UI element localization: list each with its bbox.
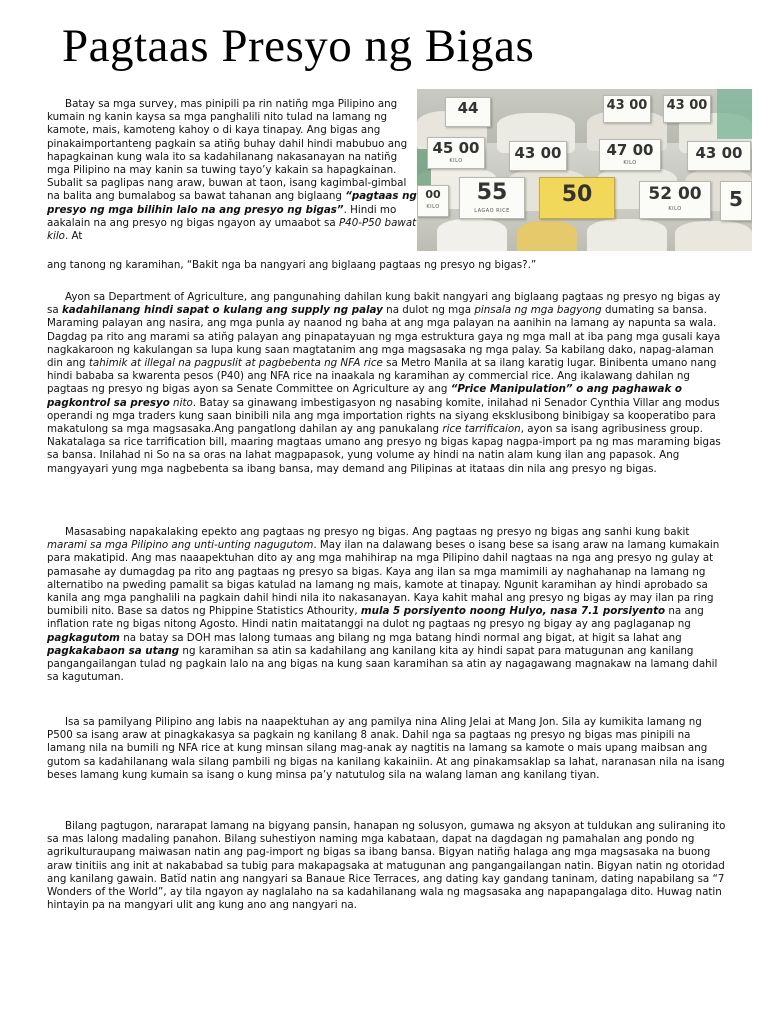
price-tag: 5: [720, 181, 752, 221]
paragraph-5: Bilang pagtugon, nararapat lamang na bigyang pansin, hanapan ng solusyon, gumawa ng aksyon at tuldukan ang suliraning ito sa mas lalong madaling panahon. Bilang suhestiyon naming mga kabataan, dapat na dagdagan ng pamahalan ang pondo ng agrikulturaupang maiwasan natin ang pag-import ng bigas sa ibang bansa. Bigyan natin̆g halaga ang mga magsasaka na buong araw tinitiis ang init at nakababad sa tubig para makapagsaka at matugunan ang pangangailangan natin. Bigyan natin ng otoridad ang kanilang gawain. Batĭd natin ang nangyari sa Banaue Rice Terraces, ang dating kay gandang taninam, dating napabilang sa “7 Wonders of the World”, ay tila ngayon ay naglalaho na sa kadahilanang wala ng magsasaka ang napapangalaga dito. Huwag natin hintayin pa na mangyari ulit ang kung ano ang nangyari na.: [47, 820, 726, 912]
price-tag: 43 00: [603, 95, 651, 123]
price-tag: 47 00 KILO: [599, 139, 661, 171]
page-title: Pagtaas Presyo ng Bigas: [62, 20, 535, 72]
price-tag: 43 00: [509, 141, 567, 171]
price-tag: 52 00 KILO: [639, 181, 711, 219]
price-tag: 50: [539, 177, 615, 219]
paragraph-1: Batay sa mga survey, mas pinipili pa rin natin̆g mga Pilipino ang kumain ng kanin kaysa sa mga panghalili nito tulad na lamang ng kamote, mais, kamoteng kahoy o di kaya tinapay. Ang bigas ang pinakaimportanteng pagkain sa atin̆g buhay dahil hindi mabubuo ang hapagkainan kung wala ito sa kadahilanang nakasanayan na natin̆g mga Pilipino na may kanin sa tuwing tayo’y kakain sa hapagkainan. Subalit sa paglipas nang araw, buwan at taon, isang kagimbal-gimbal na balita ang bumalabog sa bawat tahanan ang biglaang “pagtaas ng presyo ng mga bilihin lalo na ang presyo ng bigas”. Hindi mo aakalain na ang presyo ng bigas ngayon ay umaabot sa P40-P50 bawat kilo. At: [47, 98, 417, 243]
paragraph-4: Isa sa pamilyang Pilipino ang labis na naapektuhan ay ang pamilya nina Aling Jelai at Mang Jon. Sila ay kumikita lamang ng P500 sa isang araw at pinagkakasya sa pagkain ng kanilang 8 anak. Dahil nga sa pagtaas ng presyo ng bigas mas pinipili na lamang nila na bumili ng NFA rice at kung minsan silang mag-anak ay nagtitis na lamang sa kamote o mais upang maibsan ang gutom sa kadahilanang wala silang pambili ng bigas na kanilang kakainiin. At ang pinakamsaklap sa lahat, naranasan nila na isang beses lamang kung kumain sa isang o kung minsa pa’y natutulog sila na walang laman ang kanilang tiyan.: [47, 716, 725, 781]
price-tag: 43 00: [687, 141, 751, 171]
paragraph-1-tail: ang tanong ng karamihan, “Bakit nga ba nangyari ang biglaang pagtaas ng presyo ng bigas?.”: [47, 259, 537, 271]
price-tag: 00 KILO: [417, 185, 449, 217]
price-tag: 43 00: [663, 95, 711, 123]
rice-price-photo: [417, 89, 752, 251]
price-tag: 55 LAGAO RICE: [459, 177, 525, 219]
paragraph-2: Ayon sa Department of Agriculture, ang pangunahing dahilan kung bakit nangyari ang biglaang pagtaas ng presyo ng bigas ay sa kadahilanang hindi sapat o kulang ang supply ng palay na dulot ng mga pinsala ng mga bagyong dumating sa bansa. Maraming palayan ang nasira, ang mga punla ay naanod ng baha at ang mga palayan na aanihin na lamang ay napunta sa wala. Dagdag pa rito ang marami sa atin̆g palayan ang pinapatayuan ng mga estruktura gaya ng mga mall at iba pang mga gusali kaya nagkakaroon ng kakulangan sa lupa kung saan magtatanim ang mga magsasaka ng mga palay. Sa kabilang dako, napag-alaman din ang tahimik at illegal na pagpuslit at pagbebenta ng NFA rice sa Metro Manila at sa ilang karatig lugar. Binibenta umano nang hindi bababa sa kwarenta pesos (P40) ang NFA rice na inaakala ng karamihan ay commercial rice. Ang ikalawang dahilan ng pagtaas ng presyo ng bigas ayon sa Senate Committee on Agriculture ay ang “Price Manipulation” o ang paghawak o pagkontrol sa presyo nito. Batay sa ginawang imbestigasyon ng nasabing komite, inilahad ni Senador Cynthia Villar ang modus operandi ng mga traders kung saan binibili nila ang mga importation rights na siyang eksklusibong binibigay sa kooperatibo para makatulong sa mga magsasaka.Ang pangatlong dahilan ay ang panukalang rice tarrificaion, ayon sa isang agribusiness group. Nakatalaga sa rice tarrification bill, maaring magtaas umano ang presyo ng bigas kapag nagpa-import pa ng mas maraming bigas sa bansa. Inilahad ni So na sa oras na lahat magpapasok, yung volume ay hindi na natin alam kung ilan ang papasok. Ang mangyayari yung mga nagbebenta sa ibang bansa, may demand ang Pilipinas at itataas din nila ang presyo ng bigas.: [47, 291, 721, 475]
price-tag: 45 00 KILO: [427, 137, 485, 169]
paragraph-3: Masasabing napakalaking epekto ang pagtaas ng presyo ng bigas. Ang pagtaas ng presyo ng bigas ang sanhi kung bakit marami sa mga Pilipino ang unti-unting nagugutom. May ilan na dalawang beses o isang bese sa isang araw na lamang kumakain para makatipid. Ang mas naaapektuhan dito ay ang mga mahihirap na mga Pilipino dahil nagtaas na nga ang presyo ng gulay at pamasahe ay dumagdag pa rito ang pagtaas ng presyo sa bigas. Kaya ang ilan sa mga mamimili ay naghahanap na lamang ng alternatibo na pweding pamalit sa bigas katulad na lamang ng mais, kamote at tinapay. Ngunit karamihan ay hindi aprobado sa kanila ang mga panghalili na pagkain dahil hindi nila ito nakasanayan. Kaya kahit mahal ang presyo ng bigas ay may ilan pa ring bumibili nito. Base sa datos ng Phippine Statistics Athourity, mula 5 porsiyento noong Hulyo, nasa 7.1 porsiyento na ang inflation rate ng bigas nitong Agosto. Hindi natin maitatanggi na dulot ng pagtaas ng presyo ng bigay ay ang paglaganap ng pagkagutom na batay sa DOH mas lalong tumaas ang bilang ng mga batang hindi normal ang bigat, at higit sa lahat ang pagkakabaon sa utang ng karamihan sa atin sa kadahilang ang kanilang kita ay hindi sapat para matugunan ang kanilang pangangailangan tulad ng pagkain lalo na ang bigas na kung saan karamihan sa atin ay nagagawang magnakaw na lamang dahil sa kagutuman.: [47, 526, 720, 684]
green-curtain: [717, 89, 752, 139]
price-tag: 44: [445, 97, 491, 127]
